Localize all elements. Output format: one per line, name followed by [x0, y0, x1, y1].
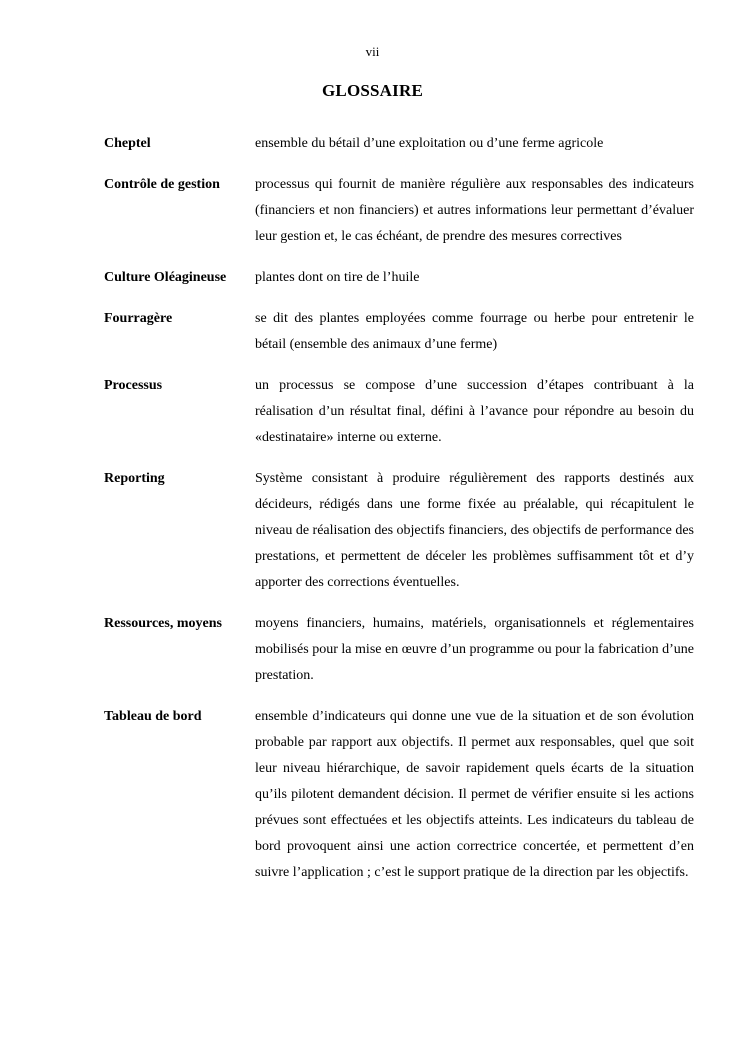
glossary-term: Fourragère: [104, 311, 173, 326]
glossary-definition: ensemble du bétail d’une exploitation ou d’une ferme agricole: [255, 136, 604, 151]
glossary-entry-cheptel: [104, 131, 694, 157]
glossary-entry-processus: [104, 373, 694, 451]
glossary-term: Cheptel: [104, 136, 151, 151]
glossary-term: Reporting: [104, 471, 165, 486]
glossary-entry-fourragere: [104, 306, 694, 358]
glossary-term: Processus: [104, 378, 163, 393]
glossary-definition: ensemble d’indicateurs qui donne une vue de la situation et de son évolution probable par rapport aux objectifs. Il permet aux responsables, quel que soit leur niveau hiérarchique, de savoir rapidement quels écarts de la situation qu’ils pilotent demandent décision. Il permet de vérifier ensuite si les actions prévues sont effectuées et les objectifs atteints. Les indicateurs du tableau de bord provoquent ainsi une action correctrice concertée, et permettent d’en suivre l’application ; c’est le support pratique de la direction par les objectifs.: [255, 709, 694, 880]
glossary-list: [104, 131, 694, 901]
glossary-definition: processus qui fournit de manière régulière aux responsables des indicateurs (financiers et non financiers) et autres informations leur permettant d’évaluer leur gestion et, le cas échéant, de prendre des mesures correctives: [255, 177, 694, 244]
glossary-entry-reporting: [104, 466, 694, 596]
glossary-entry-tableau-de-bord: [104, 704, 694, 886]
glossary-entry-ressources-moyens: [104, 611, 694, 689]
page-number: vii: [365, 44, 380, 59]
glossary-term: Contrôle de gestion: [104, 177, 220, 192]
glossary-definition: un processus se compose d’une succession d’étapes contribuant à la réalisation d’un résultat final, défini à l’avance pour répondre au besoin du «destinataire» interne ou externe.: [255, 378, 694, 445]
glossary-definition: moyens financiers, humains, matériels, organisationnels et réglementaires mobilisés pour la mise en œuvre d’un programme ou pour la fabrication d’une prestation.: [255, 616, 694, 683]
glossary-definition: Système consistant à produire régulièrement des rapports destinés aux décideurs, rédigés dans une forme fixée au préalable, qui récapitulent le niveau de réalisation des objectifs financiers, des objectifs de performance des prestations, et permettent de déceler les problèmes suffisamment tôt et d’y apporter des corrections éventuelles.: [255, 471, 694, 590]
glossary-term: Culture Oléagineuse: [104, 270, 227, 285]
glossary-definition: plantes dont on tire de l’huile: [255, 270, 420, 285]
glossary-entry-culture-oleagineuse: [104, 265, 694, 291]
glossary-term: Tableau de bord: [104, 709, 202, 724]
glossary-entry-controle-de-gestion: [104, 172, 694, 250]
glossary-term: Ressources, moyens: [104, 616, 222, 631]
glossary-definition: se dit des plantes employées comme fourrage ou herbe pour entretenir le bétail (ensemble des animaux d’une ferme): [255, 311, 694, 352]
page-title: GLOSSAIRE: [321, 81, 423, 100]
